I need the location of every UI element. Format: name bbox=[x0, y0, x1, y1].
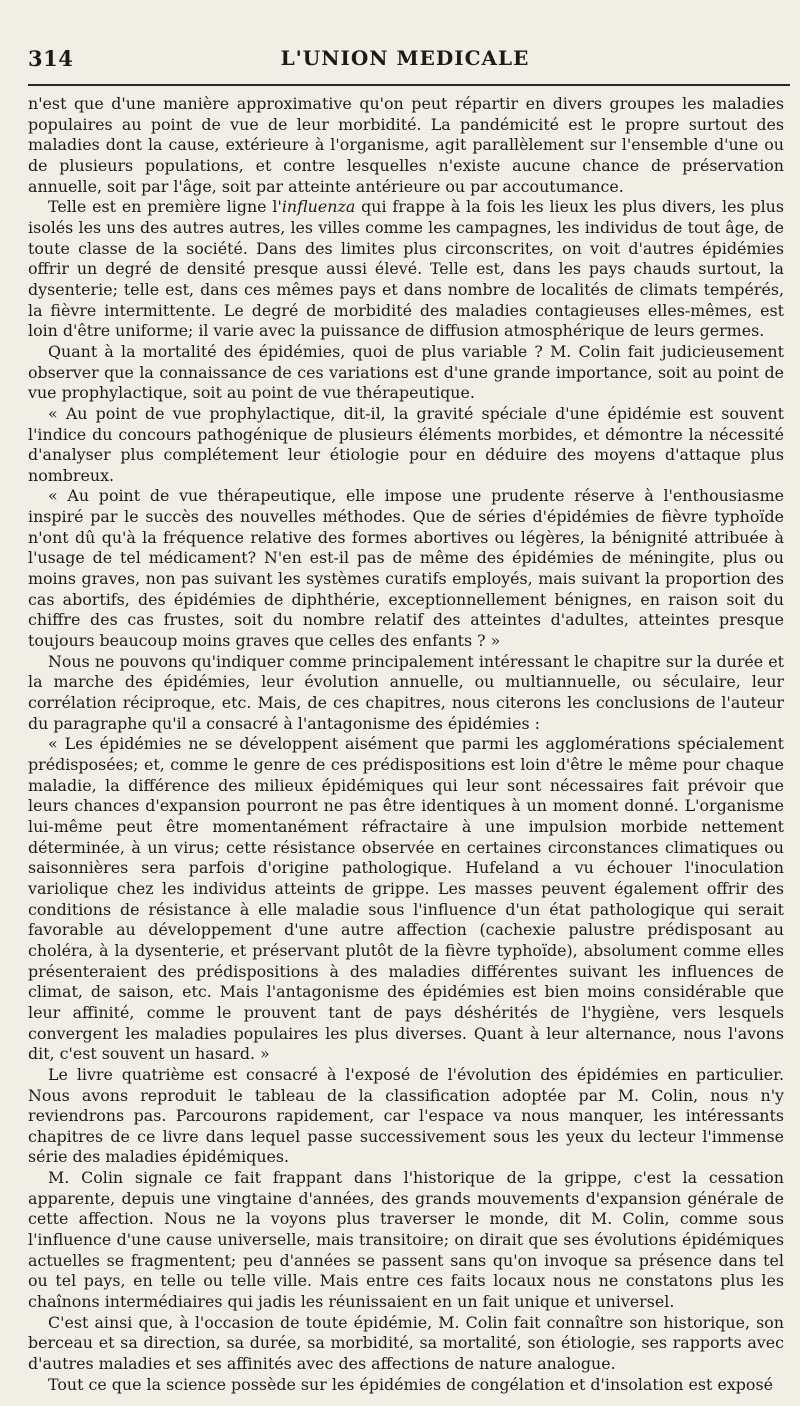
text-run: C'est ainsi que, à l'occasion de toute épidémie, M. Colin fait connaître son historique, son berceau et sa direction, sa durée, sa morbidité, sa mortalité, son étiologie, ses rapports avec d'autres maladies et ses affinités avec des affections de nature analogue. bbox=[28, 1312, 784, 1374]
text-run: Le livre quatrième est consacré à l'exposé de l'évolution des épidémies en particulier. Nous avons reproduit le tableau de la classification adoptée par M. Colin, nous n'y reviendrons pas. Parcourons rapidement, car l'espace va nous manquer, les intéressants chapitres de ce livre dans lequel passe successivement sous les yeux du lecteur l'immense série des maladies épidémiques. bbox=[28, 1064, 784, 1167]
running-head: L'UNION MEDICALE bbox=[280, 46, 530, 70]
text-run: Nous ne pouvons qu'indiquer comme principalement intéressant le chapitre sur la durée et la marche des épidémies, leur évolution annuelle, ou multiannuelle, ou séculaire, leur corrélation réciproque, etc. Mais, de ces chapitres, nous citerons les conclusions de l'auteur du paragraphe qu'il a consacré à l'antagonisme des épidémies : bbox=[28, 651, 784, 733]
paragraph bbox=[28, 1065, 784, 1168]
italic-text: influenza bbox=[281, 197, 356, 217]
page-number: 314 bbox=[28, 46, 74, 71]
text-run: « Au point de vue thérapeutique, elle impose une prudente réserve à l'enthousiasme inspiré par le succès des nouvelles méthodes. Que de séries d'épidémies de fièvre typhoïde n'ont dû qu'à la fréquence relative des formes abortives ou légères, la bénignité attribuée à l'usage de tel médicament? N'en est-il pas de même des épidémies de méningite, plus ou moins graves, non pas suivant les systèmes curatifs employés, mais suivant la proportion des cas abortifs, des épidémies de diphthérie, exceptionnellement bénignes, en raison soit du chiffre des cas frustes, soit du nombre relatif des atteintes d'adultes, atteintes presque toujours beaucoup moins graves que celles des enfants ? » bbox=[28, 486, 784, 651]
text-run: M. Colin signale ce fait frappant dans l'historique de la grippe, c'est la cessation apparente, depuis une vingtaine d'années, des grands mouvements d'expansion générale de cette affection. Nous ne la voyons plus traverser le monde, dit M. Colin, comme sous l'influence d'une cause universelle, mais transitoire; on dirait que ses évolutions épidémiques actuelles se fragmentent; peu d'années se passent sans qu'on invoque sa présence dans tel ou tel pays, en telle ou telle ville. Mais entre ces faits locaux nous ne constatons plus les chaînons intermédiaires qui jadis les réunissaient en un fait unique et universel. bbox=[28, 1168, 784, 1312]
text-run: n'est que d'une manière approximative qu'on peut répartir en divers groupes les maladies populaires au point de vue de leur morbidité. La pandémicité est le propre surtout des maladies dont la cause, extérieure à l'organisme, agit parallèlement sur l'ensemble d'une ou de plusieurs populations, et contre lesquelles n'existe aucune chance de préservation annuelle, soit par l'âge, soit par atteinte antérieure ou par accoutumance. bbox=[28, 94, 784, 196]
paragraph bbox=[28, 1313, 784, 1375]
paragraph bbox=[28, 94, 784, 197]
text-run: Telle est en première ligne l' bbox=[48, 197, 282, 217]
paragraph bbox=[28, 197, 784, 342]
paragraph bbox=[28, 1168, 784, 1313]
paragraph bbox=[28, 1375, 784, 1396]
header-rule bbox=[28, 84, 790, 86]
text-run: « Au point de vue prophylactique, dit-il, la gravité spéciale d'une épidémie est souvent l'indice du concours pathogénique de plusieurs éléments morbides, et démontre la nécessité d'analyser plus complétement leur étiologie pour en déduire des moyens d'attaque plus nombreux. bbox=[28, 403, 784, 485]
body-text bbox=[28, 94, 784, 1395]
text-run: « Les épidémies ne se développent aisément que parmi les agglomérations spécialement prédisposées; et, comme le genre de ces prédispositions est loin d'être le même pour chaque maladie, la différence des milieux épidémiques qui leur sont nécessaires fait prévoir que leurs chances d'expansion pourront ne pas être identiques à un moment donné. L'organisme lui-même peut être momentanément réfractaire à une impulsion morbide nettement déterminée, à un virus; cette résistance observée en certaines circonstances climatiques ou saisonnières sera parfois d'origine pathologique. Hufeland a vu échouer l'inoculation variolique chez les individus atteints de grippe. Les masses peuvent également offrir des conditions de résistance à elle maladie sous l'influence d'un état pathologique qui serait favorable au développement d'une autre affection (cachexie palustre prédisposant au choléra, à la dysenterie, et préservant plutôt de la fièvre typhoïde), absolument comme elles présenteraient des prédispositions à des maladies différentes suivant les influences de climat, de saison, etc. Mais l'antagonisme des épidémies est bien moins considérable que leur affinité, comme le prouvent tant de pays déshérités de l'hygiène, vers lesquels convergent les maladies populaires les plus diverses. Quant à leur alternance, nous l'avons dit, c'est souvent un hasard. » bbox=[28, 734, 784, 1064]
page-header bbox=[28, 46, 782, 76]
text-run: Tout ce que la science possède sur les épidémies de congélation et d'insolation est exposé bbox=[48, 1374, 773, 1394]
text-run: qui frappe à la fois les lieux les plus divers, les plus isolés les uns des autres autres, les villes comme les campagnes, les individus de tout âge, de toute classe de la société. Dans des limites plus circonscrites, on voit d'autres épidémies offrir un degré de densité presque aussi élevé. Telle est, dans les pays chauds surtout, la dysenterie; telle est, dans ces mêmes pays et dans nombre de localités de climats tempérés, la fièvre intermittente. Le degré de morbidité des maladies contagieuses elles-mêmes, est loin d'être uniforme; il varie avec la puissance de diffusion atmosphérique de leurs germes. bbox=[28, 197, 784, 341]
paragraph bbox=[28, 486, 784, 651]
paragraph bbox=[28, 404, 784, 487]
text-run: Quant à la mortalité des épidémies, quoi de plus variable ? M. Colin fait judicieusement observer que la connaissance de ces variations est d'une grande importance, soit au point de vue prophylactique, soit au point de vue thérapeutique. bbox=[28, 341, 784, 403]
paragraph bbox=[28, 652, 784, 735]
paragraph bbox=[28, 734, 784, 1065]
paragraph bbox=[28, 342, 784, 404]
